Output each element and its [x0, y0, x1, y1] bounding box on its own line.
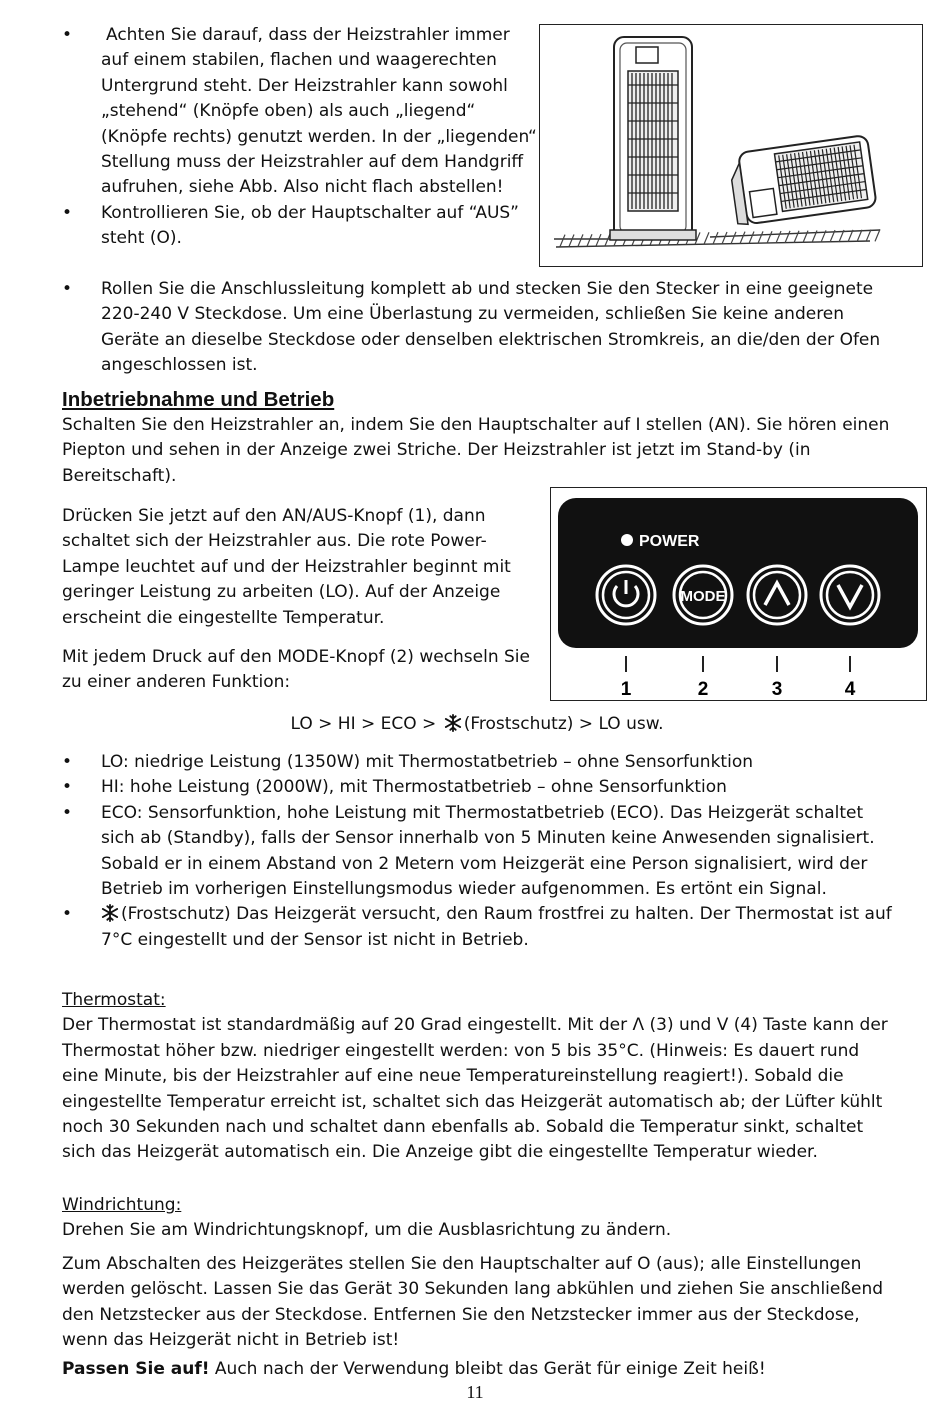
thermostat-text: Der Thermostat ist standardmäßig auf 20 Grad eingestellt. Mit der Λ (3) und V (4) Taste kann der Thermostat höher bzw. niedriger eingestellt werden: von 5 bis 35°C. (Hinweis: Es dauert rund eine Minute, bis der Heizstrahler auf eine neue Temperatureinstellung reagiert!). Sobald die eingestellte Temperatur erreicht ist, schaltet sich das Heizgerät automatisch ab; der Lüfter kühlt noch 30 Sekunden nach und schaltet dann ebenfalls ab. Sobald die Temperatur sinkt, schaltet sich das Heizgerät automatisch ein. Die Anzeige gibt die eingestellte Temperatur wieder.: [62, 1015, 888, 1163]
bullet-item: [62, 750, 892, 775]
power-label: POWER: [639, 533, 700, 550]
callout-number: 4: [844, 679, 856, 700]
bullet-text: ECO: Sensorfunktion, hohe Leistung mit Thermostatbetrieb (ECO). Das Heizgerät schaltet sich ab (Standby), falls der Sensor innerhalb von 5 Minuten keine Anwesenden signalisiert. Sobald er in einem Abstand von 2 Metern vom Heizgerät eine Person signalisiert, wird der Betrieb im vorherigen Einstellungsmodus wieder aufgenommen. Es ertönt ein Signal.: [101, 802, 875, 900]
bullet-item: [62, 277, 892, 379]
callout-number: 1: [620, 679, 632, 700]
mode-sequence: [62, 711, 892, 737]
wind-title: Windrichtung:: [62, 1195, 182, 1215]
page-number: 11: [466, 1382, 484, 1402]
paragraph-power: Drücken Sie jetzt auf den AN/AUS-Knopf (1), dann schaltet sich der Heizstrahler aus. Die rote Power-Lampe leuchtet auf und der Heizstrahler beginnt mit geringer Leistung zu arbeiten (LO). Auf der Anzeige erscheint die eingestellte Temperatur.: [62, 506, 511, 628]
bullet-text: HI: hohe Leistung (2000W), mit Thermostatbetrieb – ohne Sensorfunktion: [101, 777, 727, 798]
intro-bullet-wide: [62, 277, 892, 379]
bullet-text: Achten Sie darauf, dass der Heizstrahler immer auf einem stabilen, flachen und waagerechten Untergrund steht. Der Heizstrahler kann sowohl „stehend“ (Knöpfe oben) als auch „liegend“ (Knöpfe rechts) genutzt werden. In der „liegenden“ Stellung muss der Heizstrahler auf dem Handgriff aufruhen, siehe Abb. Also nicht flach abstellen!: [101, 25, 537, 198]
mode-sequence-end: (Frostschutz) > LO usw.: [463, 714, 664, 734]
section-title: Inbetriebnahme und Betrieb: [62, 388, 335, 411]
up-button: [748, 566, 806, 624]
mode-label: MODE: [680, 588, 726, 605]
control-panel-figure: [550, 487, 927, 701]
bullet-item: [62, 902, 892, 953]
heater-illustration: [539, 24, 923, 267]
bullet-text: (Frostschutz) Das Heizgerät versucht, den Raum frostfrei zu halten. Der Thermostat ist auf 7°C eingestellt und der Sensor ist nicht in Betrieb.: [101, 904, 892, 950]
mode-sequence-start: LO > HI > ECO >: [290, 714, 437, 734]
power-button: [597, 566, 655, 624]
callout-number: 3: [771, 679, 783, 700]
thermostat-title: Thermostat:: [62, 990, 166, 1010]
power-led-icon: [621, 534, 633, 546]
bullet-text: Rollen Sie die Anschlussleitung komplett ab und stecken Sie den Stecker in eine geeignete 220-240 V Steckdose. Um eine Überlastung zu vermeiden, schließen Sie keine anderen Geräte an dieselbe Steckdose oder denselben elektrischen Stromkreis, an die/den der Ofen angeschlossen ist.: [101, 279, 881, 376]
paragraph-off: Zum Abschalten des Heizgerätes stellen Sie den Hauptschalter auf O (aus); alle Einstellungen werden gelöscht. Lassen Sie das Gerät 30 Sekunden lang abkühlen und ziehen Sie anschließend den Netzstecker aus der Steckdose. Entfernen Sie den Netzstecker immer aus der Steckdose, wenn das Heizgerät nicht in Betrieb ist!: [62, 1254, 884, 1351]
wind-section: [62, 1193, 892, 1244]
warning-label: Passen Sie auf!: [62, 1359, 210, 1379]
thermostat-section: [62, 988, 892, 1166]
paragraph-mode: Mit jedem Druck auf den MODE-Knopf (2) wechseln Sie zu einer anderen Funktion:: [62, 647, 530, 693]
warning-text: Auch nach der Verwendung bleibt das Gerät für einige Zeit heiß!: [209, 1359, 766, 1379]
snowflake-icon: [101, 904, 119, 922]
bullet-item: [62, 201, 537, 252]
bullet-item: [62, 801, 892, 903]
warning: [62, 1357, 892, 1382]
bullet-text: Kontrollieren Sie, ob der Hauptschalter auf “AUS” steht (O).: [101, 202, 519, 249]
snowflake-icon: [444, 714, 462, 732]
control-panel: [551, 488, 926, 700]
down-button: [821, 566, 879, 624]
paragraph-start: Schalten Sie den Heizstrahler an, indem Sie den Hauptschalter auf I stellen (AN). Sie hören einen Piepton und sehen in der Anzeige zwei Striche. Der Heizstrahler ist jetzt im Stand-by (in Bereitschaft).: [62, 415, 890, 486]
bullet-item: [62, 23, 537, 201]
wind-text: Drehen Sie am Windrichtungsknopf, um die Ausblasrichtung zu ändern.: [62, 1220, 672, 1241]
mode-bullets: [62, 750, 892, 953]
bullet-item: [62, 775, 892, 800]
heater-drawing: [540, 25, 922, 266]
callout-number: 2: [697, 679, 709, 700]
intro-bullets: [62, 23, 537, 252]
bullet-text: LO: niedrige Leistung (1350W) mit Thermostatbetrieb – ohne Sensorfunktion: [101, 752, 753, 772]
